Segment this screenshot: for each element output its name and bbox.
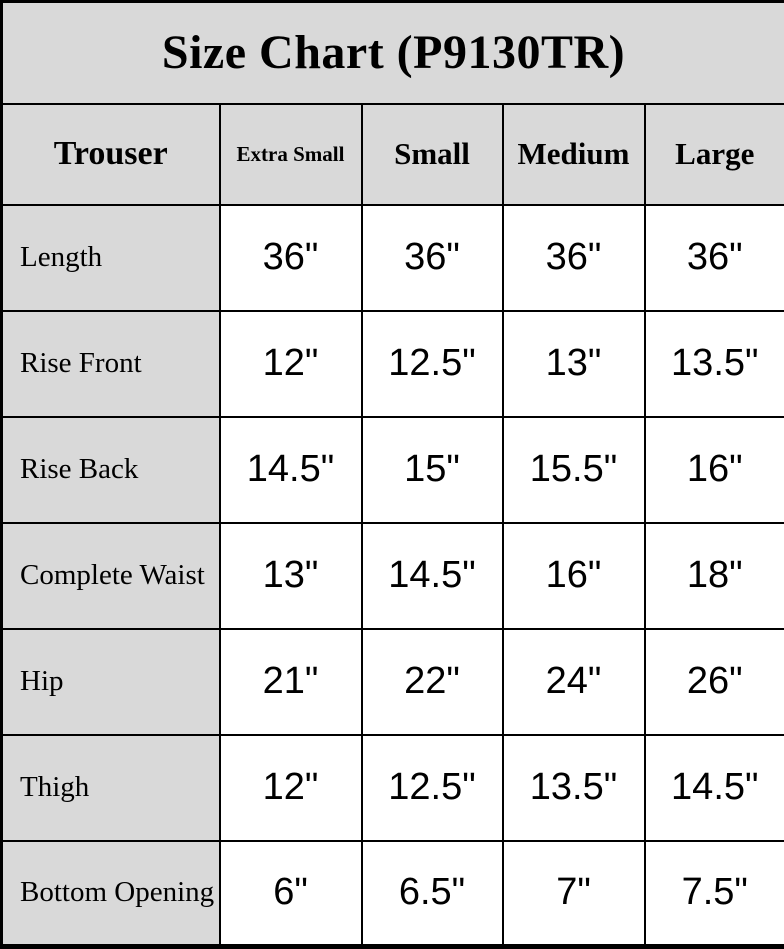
- cell-length-extra-small: 36": [220, 205, 362, 311]
- cell-complete-waist-extra-small: 13": [220, 523, 362, 629]
- cell-rise-back-extra-small: 14.5": [220, 417, 362, 523]
- column-header-small: Small: [362, 104, 503, 205]
- row-label-thigh: Thigh: [2, 735, 220, 841]
- cell-length-medium: 36": [503, 205, 645, 311]
- cell-complete-waist-medium: 16": [503, 523, 645, 629]
- cell-hip-medium: 24": [503, 629, 645, 735]
- cell-complete-waist-small: 14.5": [362, 523, 503, 629]
- cell-hip-extra-small: 21": [220, 629, 362, 735]
- title-row: [2, 2, 784, 104]
- row-label-length: Length: [2, 205, 220, 311]
- cell-rise-front-extra-small: 12": [220, 311, 362, 417]
- row-label-hip: Hip: [2, 629, 220, 735]
- cell-hip-large: 26": [645, 629, 784, 735]
- cell-hip-small: 22": [362, 629, 503, 735]
- column-header-large: Large: [645, 104, 784, 205]
- cell-complete-waist-large: 18": [645, 523, 784, 629]
- row-label-rise-back: Rise Back: [2, 417, 220, 523]
- table-row-bottom-opening: [2, 841, 784, 947]
- cell-rise-back-large: 16": [645, 417, 784, 523]
- table-row-rise-back: [2, 417, 784, 523]
- cell-bottom-opening-medium: 7": [503, 841, 645, 947]
- cell-thigh-medium: 13.5": [503, 735, 645, 841]
- header-row: [2, 104, 784, 205]
- column-header-extra-small: Extra Small: [220, 104, 362, 205]
- row-label-rise-front: Rise Front: [2, 311, 220, 417]
- cell-rise-front-small: 12.5": [362, 311, 503, 417]
- cell-rise-front-large: 13.5": [645, 311, 784, 417]
- column-header-medium: Medium: [503, 104, 645, 205]
- corner-header-trouser: Trouser: [2, 104, 220, 205]
- cell-bottom-opening-large: 7.5": [645, 841, 784, 947]
- cell-bottom-opening-small: 6.5": [362, 841, 503, 947]
- table-row-hip: [2, 629, 784, 735]
- table-row-length: [2, 205, 784, 311]
- chart-title: Size Chart (P9130TR): [2, 2, 784, 104]
- cell-thigh-extra-small: 12": [220, 735, 362, 841]
- cell-rise-front-medium: 13": [503, 311, 645, 417]
- table-row-thigh: [2, 735, 784, 841]
- row-label-complete-waist: Complete Waist: [2, 523, 220, 629]
- table-row-complete-waist: [2, 523, 784, 629]
- cell-length-small: 36": [362, 205, 503, 311]
- table-row-rise-front: [2, 311, 784, 417]
- cell-thigh-small: 12.5": [362, 735, 503, 841]
- cell-rise-back-small: 15": [362, 417, 503, 523]
- cell-bottom-opening-extra-small: 6": [220, 841, 362, 947]
- row-label-bottom-opening: Bottom Opening: [2, 841, 220, 947]
- cell-rise-back-medium: 15.5": [503, 417, 645, 523]
- cell-length-large: 36": [645, 205, 784, 311]
- cell-thigh-large: 14.5": [645, 735, 784, 841]
